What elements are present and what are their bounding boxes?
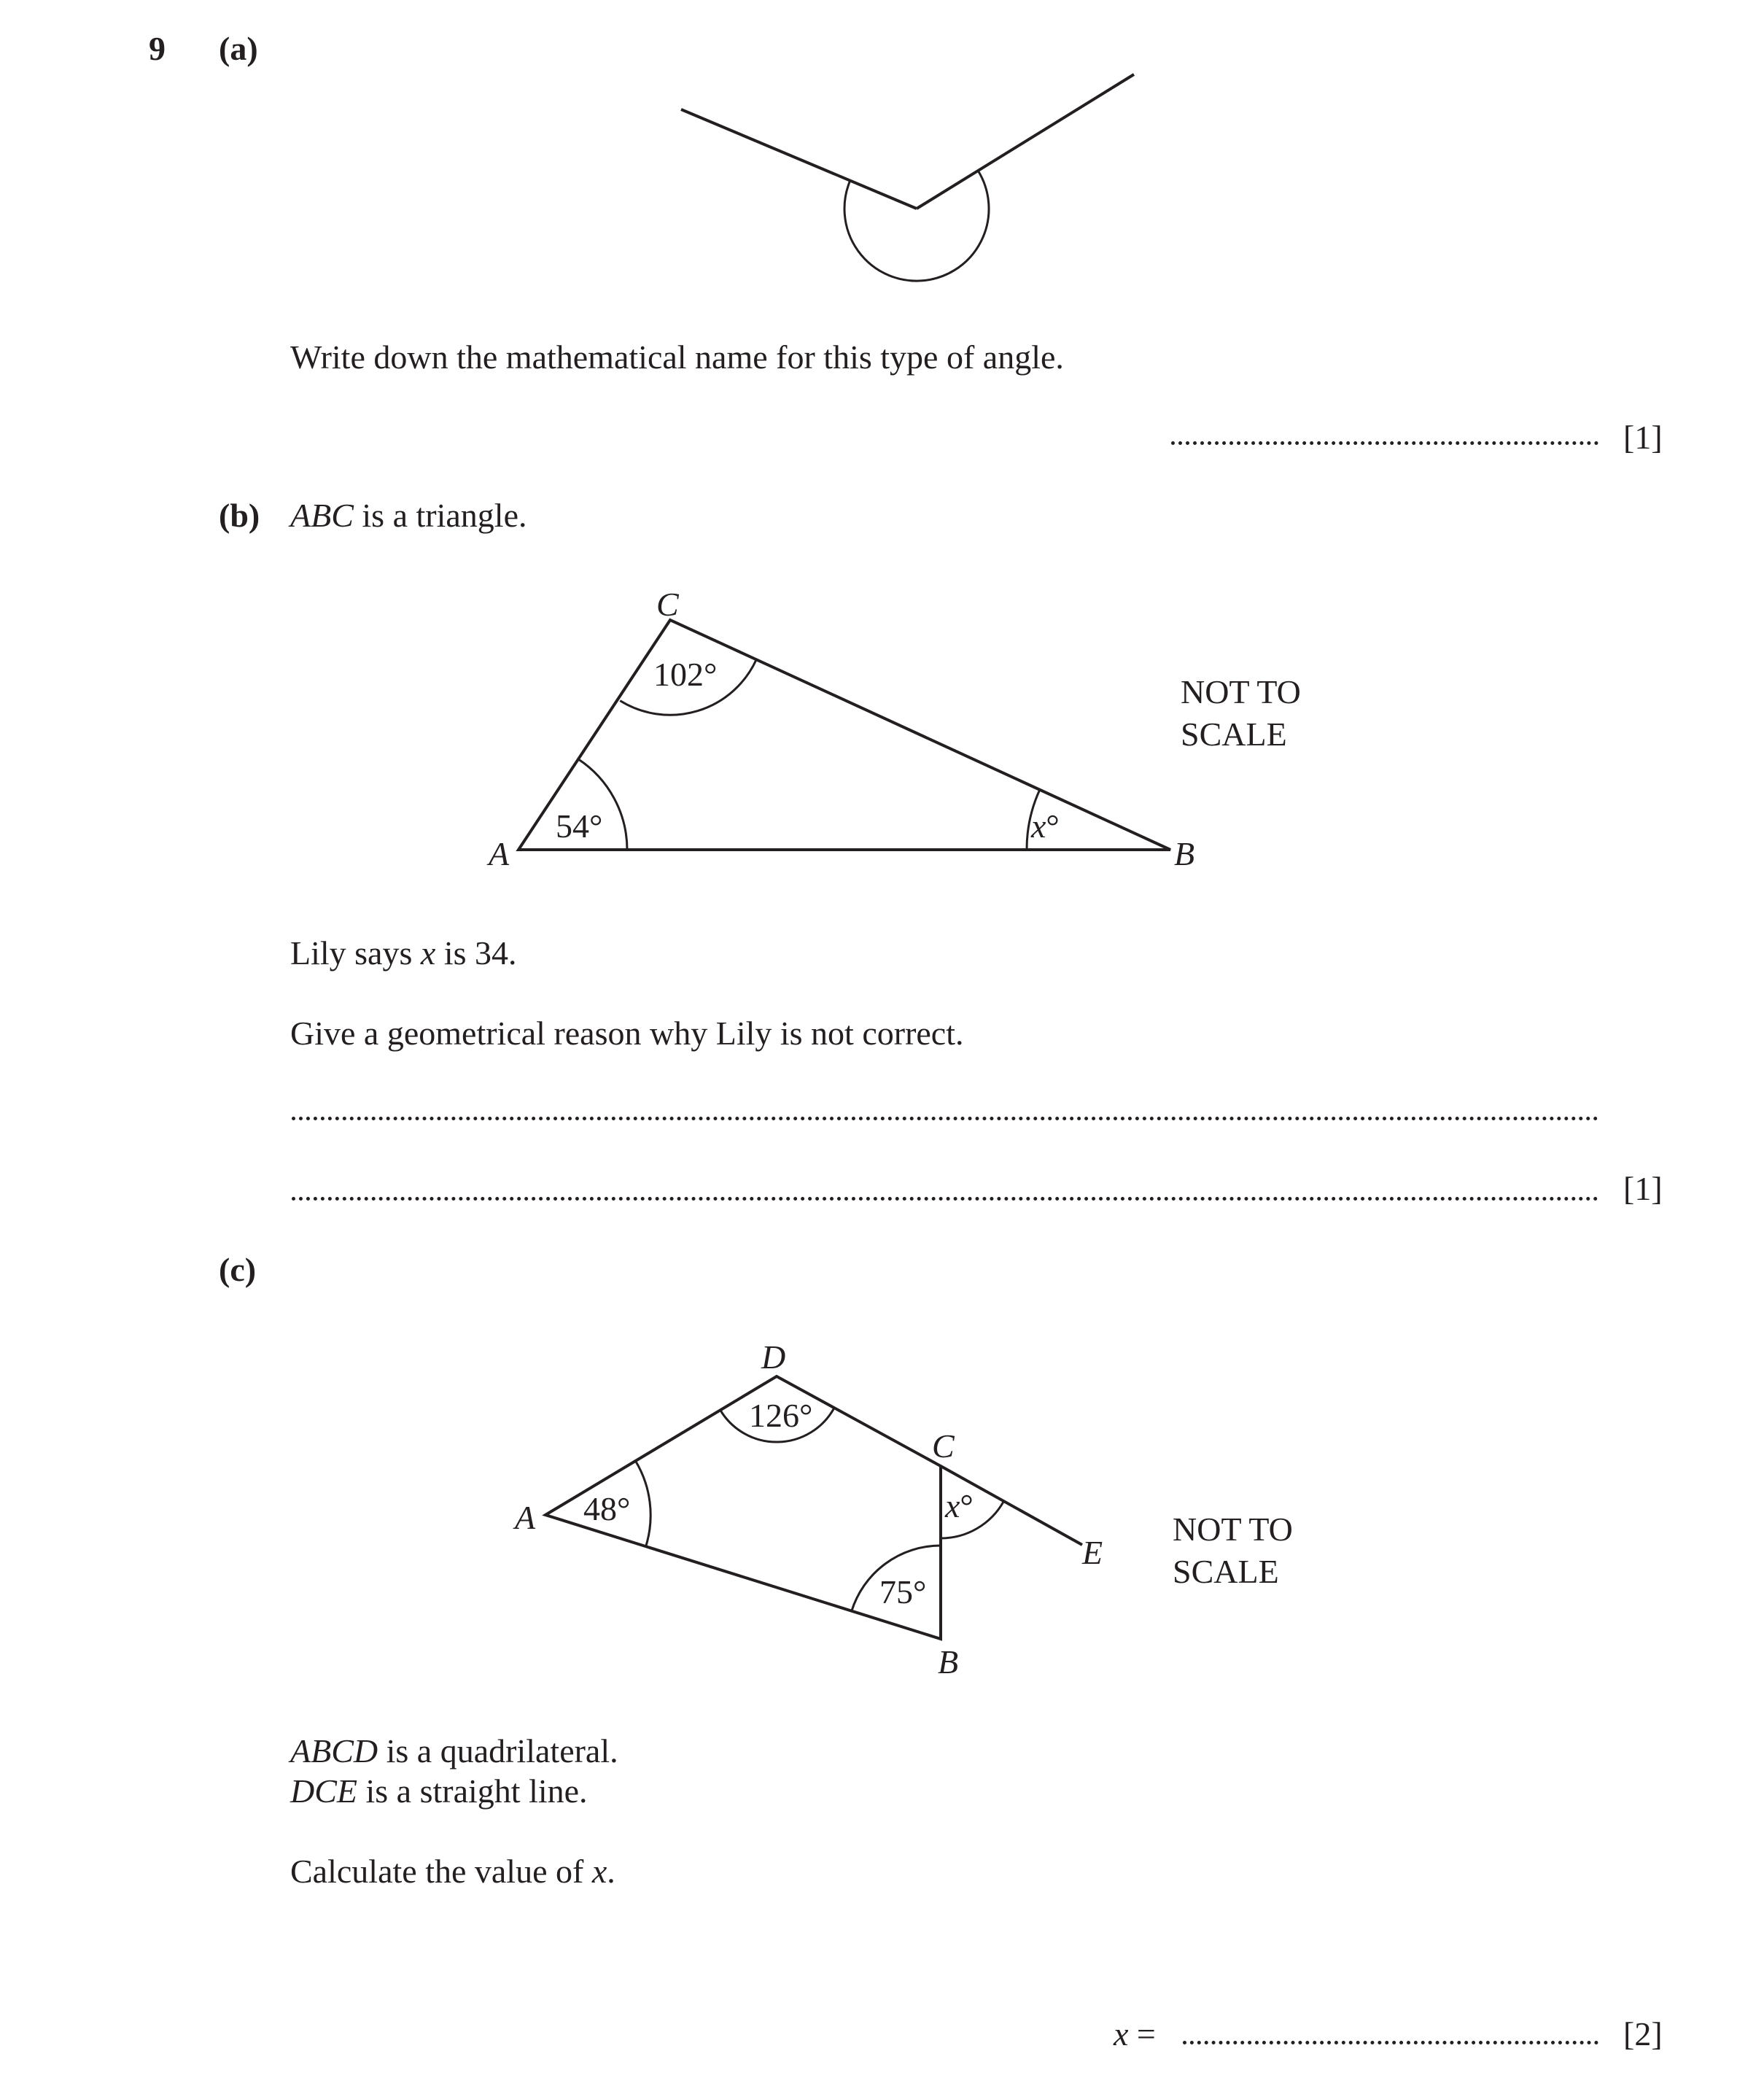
angle-b-var: x — [1031, 807, 1046, 845]
part-c-answer-label — [1114, 2017, 1156, 2051]
angle-d-value: 126° — [749, 1397, 813, 1434]
part-a-prompt: Write down the mathematical name for this type of angle. — [290, 338, 1064, 376]
part-c-answer-var: x — [1114, 2015, 1129, 2052]
part-b-marks: [1] — [1623, 1170, 1663, 1207]
reflex-angle-arc — [844, 171, 989, 281]
angle-b-value — [1030, 807, 1060, 845]
angle-b-arc-c — [852, 1546, 941, 1611]
angle-c-value: 102° — [653, 656, 718, 693]
part-c-prompt — [290, 1855, 615, 1888]
part-c-prompt-var: x — [591, 1853, 607, 1890]
part-c-answer-line[interactable] — [1183, 2041, 1598, 2044]
part-b-answer-line-1[interactable] — [292, 1117, 1598, 1120]
part-b-statement — [290, 934, 517, 972]
line-ce — [941, 1466, 1082, 1545]
not-to-scale-line2: SCALE — [1181, 716, 1287, 753]
angle-c-arc-c — [941, 1501, 1004, 1538]
triangle-abc — [518, 620, 1170, 850]
not-to-scale-note-b — [1181, 671, 1301, 756]
part-c-fact-1-rest: is a quadrilateral. — [378, 1732, 618, 1769]
angle-c-var: x — [945, 1487, 960, 1524]
angle-c-arc — [620, 659, 756, 715]
not-to-scale-line2-c: SCALE — [1173, 1553, 1279, 1590]
line-name: DCE — [290, 1772, 357, 1810]
part-b-statement-pre: Lily says — [290, 934, 421, 972]
part-b-prompt: Give a geometrical reason why Lily is not correct. — [290, 1015, 964, 1052]
angle-a-value-c: 48° — [583, 1490, 631, 1527]
part-a-marks: [1] — [1623, 419, 1663, 456]
vertex-label-b-quad: B — [938, 1643, 959, 1680]
part-c-fact-1 — [290, 1734, 618, 1768]
not-to-scale-note-c — [1173, 1508, 1293, 1593]
part-b-answer-line-2[interactable] — [292, 1197, 1598, 1201]
reflex-angle-arm-left — [681, 109, 917, 209]
vertex-label-a: A — [489, 835, 510, 872]
part-c-label: (c) — [219, 1251, 257, 1288]
angle-b-deg: ° — [1046, 807, 1060, 845]
part-b-label: (b) — [219, 497, 260, 534]
angle-a-arc-c — [636, 1461, 651, 1546]
angle-c-value-c — [944, 1487, 974, 1524]
quadrilateral-abcd — [545, 1376, 941, 1639]
part-b-intro-rest: is a triangle. — [353, 497, 527, 534]
part-c-prompt-post: . — [607, 1853, 615, 1890]
part-a-label: (a) — [219, 30, 258, 67]
part-b-intro — [290, 499, 527, 532]
vertex-label-d: D — [761, 1338, 786, 1376]
vertex-label-e: E — [1082, 1534, 1103, 1571]
not-to-scale-line1-c: NOT TO — [1173, 1511, 1293, 1548]
triangle-name: ABC — [290, 497, 354, 534]
part-b-statement-var: x — [420, 934, 436, 972]
quadrilateral-name: ABCD — [290, 1732, 378, 1769]
part-c-answer-eq: = — [1128, 2015, 1156, 2052]
question-number: 9 — [149, 30, 166, 67]
vertex-label-a-quad: A — [515, 1499, 536, 1536]
vertex-label-c: C — [656, 586, 679, 623]
vertex-label-b: B — [1174, 835, 1195, 872]
part-c-marks: [2] — [1623, 2015, 1663, 2052]
vertex-label-c-quad: C — [932, 1427, 955, 1465]
angle-b-arc — [1027, 790, 1040, 850]
angle-d-arc — [720, 1408, 834, 1442]
reflex-angle-arm-right — [917, 74, 1134, 209]
part-c-prompt-pre: Calculate the value of — [290, 1853, 592, 1890]
angle-b-value-c: 75° — [879, 1573, 927, 1610]
not-to-scale-line1: NOT TO — [1181, 673, 1301, 710]
part-c-fact-2 — [290, 1772, 588, 1810]
angle-a-value: 54° — [556, 807, 603, 845]
part-b-statement-post: is 34. — [435, 934, 517, 972]
part-c-fact-2-rest: is a straight line. — [357, 1772, 588, 1810]
angle-c-deg: ° — [960, 1487, 974, 1524]
angle-a-arc — [578, 759, 627, 850]
part-a-answer-line[interactable] — [1171, 441, 1598, 445]
